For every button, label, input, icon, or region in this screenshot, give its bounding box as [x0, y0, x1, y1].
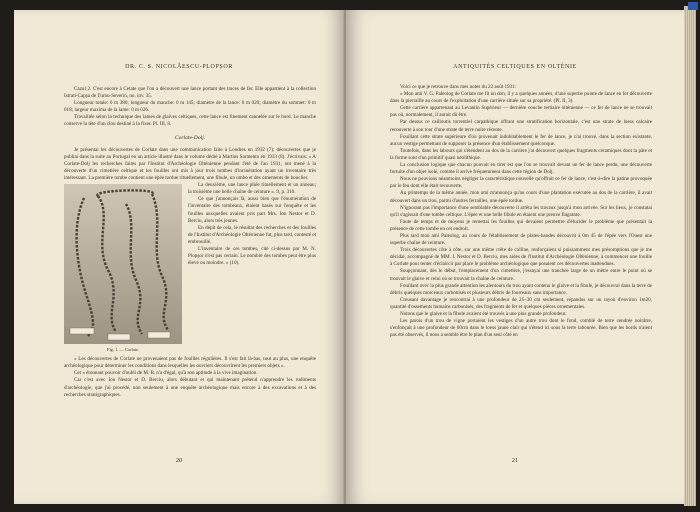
right-page [346, 10, 684, 504]
body-paragraph: Plus tard mon ami Paleolog, au cours de l'établissement de plates-bandes découvrit à 0m 45 de l'épée vers l'Ouest une superbe chaîne de ceinture. [390, 232, 652, 247]
right-page-body [390, 84, 652, 339]
section-paragraph: Car c'est avec Ion Nestor et D. Berciu, alors débutant et qui maintenant prétend n'apprendre les rudiments d'archéologie, que j'ai procédé, non seulement à une enquête archéologique mais encore à des excavations et à des recherches stratigraphiques. [64, 377, 316, 398]
intro-paragraph: Longueur totale: 0 m 380; longueur du manche: 0 m 145; diamètre de la lance: 0 m 020; diamètre du sommet: 0 m 018; largeur maxima de la lame: 0 m 026. [64, 100, 316, 114]
body-paragraph: Nous ne pouvions néanmoins négliger la caractéristique nouvelle qu'offrait ce fer de lance, c'est-à-dire la patine provoquée par le feu dont elle était recouverte. [390, 176, 652, 190]
intro-paragraph: Travaillée selon la technique des lames de glaives celtiques, cette lance est finement cannelée sur le bord. Le manche conserve la tête d'un clou destiné à la fixer. Pl. III, 8. [64, 114, 316, 128]
section-paragraph: L'inventaire de ces tombes, cité ci-dessus par M. N. Plopșor n'est pas certain. Le nombre des tombes peut être plus élevé ou moindre. » (10). [188, 245, 316, 267]
body-paragraph: Faute de temps et de moyens je remettai les fouilles qui devaient permettre d'élucider le problème que présentait la présence de cette tombe en cet endroit. [390, 218, 652, 232]
left-running-header: DR. C. S. NICOLĂESCU-PLOPȘOR [125, 64, 233, 70]
body-paragraph: Au printemps de la même année, mon ami m'annonça qu'au cours d'une plantation exécutée au dos de la carrière, il avait découvert dans un trou, parmi d'autres ferrailles, une épée tordue. [390, 190, 652, 204]
body-paragraph: Fouillant cette strate supérieure d'où provenait indubitablement le fer de lance, je n'ai trouvé, dans la section existante, aucun vestige permettant de supposer la présence d'un établissement quelconque. [390, 133, 652, 147]
body-paragraph: La conclusion logique que chacun pouvait en tirer est que l'on se trouvait devant un fer de lance perdu, une découverte fortuite d'un objet isolé, comme il arrive fréquemment dans cette région de Dolj. [390, 162, 652, 176]
body-paragraph: Fouillant avec la plus grande attention les alentours du trou ayant contenu le glaive et la fibule, je découvrai dans la terre de débris quelques morceaux carbonisés et plusieurs débris de fourreaux sans importance. [390, 282, 652, 296]
page-number: 21 [511, 457, 519, 464]
body-paragraph: N'ignorant pas l'importance d'une semblable découverte il arrêta les travaux jusqu'à mon arrivée. Sur les lieux, je constatai qu'il s'agissait d'une tombe celtique. L'épée et une belle fibule en étaient une preuve flagrante. [390, 204, 652, 218]
body-paragraph: Notons que le glaive et la fibule avaient été trouvés à une plus grande profondeur. [400, 311, 567, 317]
body-paragraph: Soupçonnant, dès le début, l'emplacement d'un cimetière, j'essayai une tranchée large de un mètre entre le point où se trouvait le glaive et celui où se trouvait la chaîne de ceinture. [390, 268, 652, 282]
body-paragraph: Cette carrière appartenant au Levantin Supérieur — dernière couche tertiaire olténienne — ce fer de lance ne se trouvait pas où, normalement, il aurait dû être. [390, 105, 652, 119]
intro-paragraph: Cazul 2. C'est encore à Cetate que l'on a découvert une lance portant des traces de fer. Elle appartient à la collection Istrati-Capșa de Turnu-Severin, no. inv. 35. [64, 86, 316, 100]
section-paragraph: La deuxième, une lance pliée rituellement et un anneau; la troisième une belle chaîne de ceinture ». 9, p. 310. [188, 182, 316, 196]
chain-belt-photo-image [64, 184, 182, 344]
figure-photo [64, 184, 182, 344]
section-paragraph: Ce que j'annonçais là, aussi bien que l'énumération de l'inventaire des tombeaux, étaient basés sur l'enquête et les fouilles auxquelles avaient pris part Mrs. Ion Nestor et D. Berciu, alors très jeunes. [188, 196, 316, 224]
section-paragraph: « Les découvertes de Corlate ne provenaient pas de fouilles régulières. Il s'est fait là-bas, tout au plus, une enquête archéologique pour déterminer les conditions dans lesquelles les ouvriers découvrirent les premiers objets ». [64, 356, 316, 370]
left-page [14, 10, 344, 504]
section-paragraph: Je présentai les découvertes de Corlate dans une communication faite à Londres en 1932 (7); découvertes que je publiai dans la suite au Portugal en un article illustré dans le volume dédié à Martins Sarmento en 1933 (8). J'écrivais: « A Corlate-Dolj les recherches faites par l'Institut d'Archéologie Olténienne pendant l'été de l'an 1931, ont mené à la découverte d'un cimetière celtique et les fouilles ont mis à jour trois tombes d'incinération ayant un inventaire très intéressant. La première tombe contient une épée tordue rituellement, une fibule, un umbo et des ornements de bouclier. [64, 146, 316, 182]
section-paragraph: En dépit de cela, le résultat des recherches et des fouilles de l'Institut d'Archéologie Olténienne fut, plus tard, contesté et embrouillé. [188, 224, 316, 245]
body-paragraph: Les parois d'un trou de vigne portaient les vestiges d'un autre trou dont le fond, comblé de terre cendrée noirâtre, s'enfonçait à une profondeur de 60cm dans le loess jaune clair qui s'étend ici sous la terre labourée. Bien que les bords n'aient pas été observés, il nous a semblé être le plan d'un seul côté en [390, 318, 652, 339]
body-paragraph: Voici ce que je retrouve dans mes notes du 22 août 1931: [400, 84, 517, 90]
figure-caption: Fig. 1. — Corlate. [107, 347, 139, 353]
body-paragraph: « Mon ami V. G. Paleolog de Corlate me fit un don, il y a quelques années, d'une superbe pointe de lance en fer découverte dans la pierraille au cours de l'exploitation d'une carrière située sur sa propriété. (Pl. II, 3). [390, 91, 652, 105]
left-page-body [64, 86, 316, 399]
figure [64, 184, 182, 354]
right-running-header: ANTIQUITÉS CELTIQUES EN OLTÉNIE [453, 64, 577, 70]
section-paragraph: Cet « étonnant pouvoir d'oubli de M. B. n'a d'égal, qu'à son aptitude à la vive imagination. [74, 370, 258, 377]
section-title: Corlate-Dolj. [174, 134, 206, 141]
page-number: 20 [175, 457, 183, 464]
bookmark-tab[interactable] [688, 2, 698, 10]
body-paragraph: Par dessus ce cailloutis torrentiel carpathique offrant une stratification horizontale, c'est une strate de loess calcaire recouverte à son tour d'une strate de terre noire récente. [390, 119, 652, 133]
page-edges [684, 6, 696, 506]
body-paragraph: Trois découvertes côte à côte, sur une même crête de colline, renforçaient si puissamment mes présomptions que je me décidai, accompagné de MM. I. Nestor et D. Berciu, mes aides de l'Institut d'Archéologie Olténienne, à commencer une fouille à Corlate pour tenter d'éclaircir par place le problème archéologique que posaient ces découvertes inattendues. [390, 247, 652, 268]
body-paragraph: Toutefois, dans les labours qui s'étendent au dos de la carrière j'ai découvert quelques fragments céramiques dont la pâte et la forme sont d'un primitif quasi néolithique. [390, 147, 652, 161]
body-paragraph: Creusant davantage je rencontrai à une profondeur de 25–30 cm seulement, répandus sur un rayon d'environ 1m20, quantité d'ossements humains carbonisés, des fragments de fer et quelques pièces ornementales. [390, 296, 652, 310]
